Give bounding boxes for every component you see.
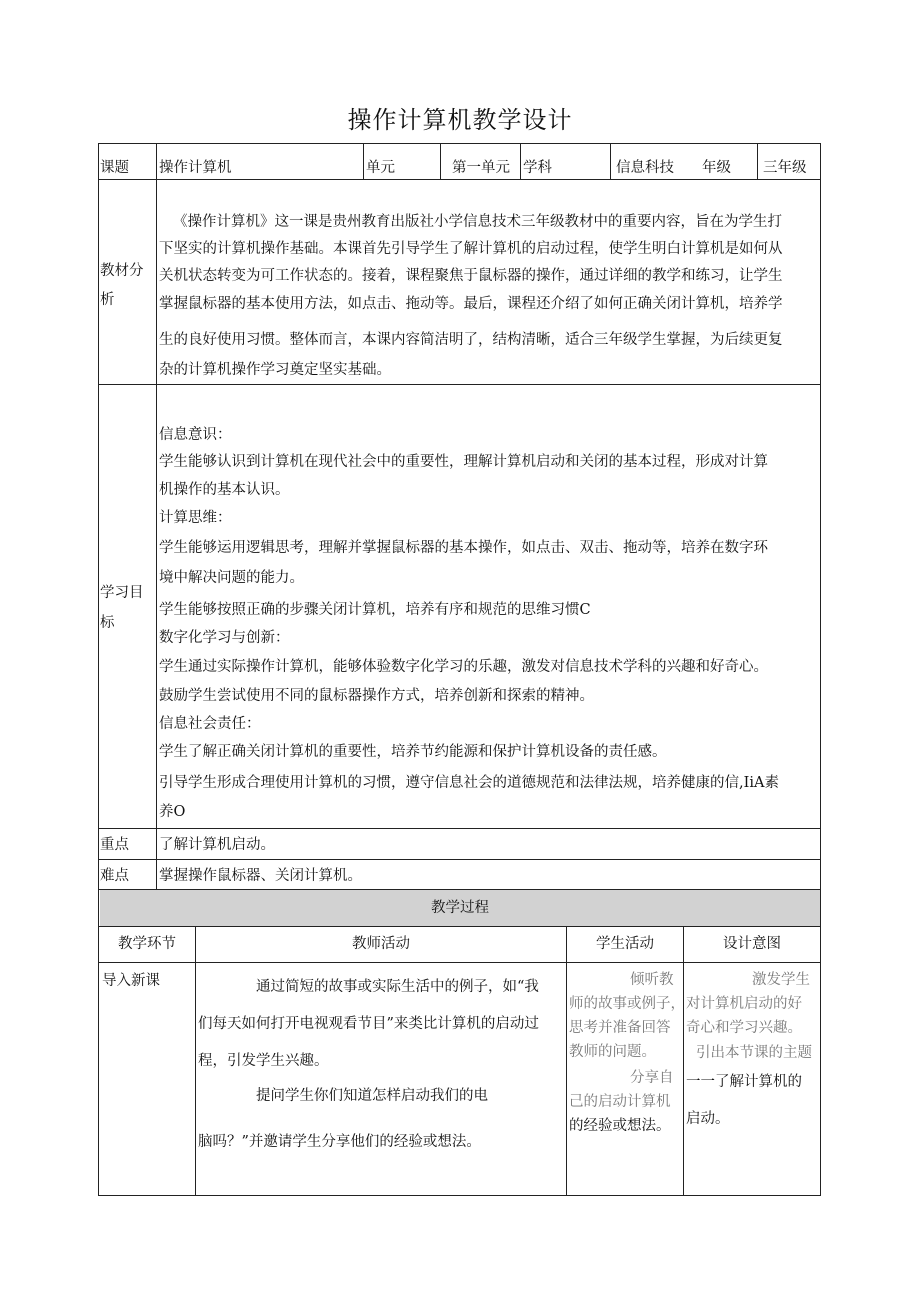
goal-line: 学生能够认识到计算机在现代社会中的重要性，理解计算机启动和关闭的基本过程，形成对计算 — [159, 454, 768, 470]
material-line: 《操作计算机》这一课是贵州教育出版社小学信息技术三年级教材中的重要内容，旨在为学生打 — [173, 214, 782, 230]
goal-line: 学生能够按照正确的步骤关闭计算机，培养有序和规范的思维习惯C — [159, 602, 591, 618]
goal-line: 境中解决问题的能力。 — [159, 570, 304, 586]
goals-label-line2: 标 — [100, 615, 115, 631]
student-line: 己的启动计算机 — [569, 1094, 671, 1110]
difficulty-label: 难点 — [100, 868, 129, 884]
student-line: 倾听教 — [630, 972, 674, 988]
goal-line: 引导学生形成合理使用计算机的习惯，遵守信息社会的道德规范和法律法规，培养健康的信,IiA素 — [159, 775, 779, 791]
grade-value: 三年级 — [763, 160, 807, 176]
material-line: 掌握鼠标器的基本使用方法，如点击、拖动等。最后，课程还介绍了如何正确关闭计算机，培养学 — [159, 296, 783, 312]
key-point-label: 重点 — [100, 837, 129, 853]
student-line: 分享自 — [630, 1070, 674, 1086]
student-line: 师的故事或例子， — [569, 996, 685, 1012]
process-banner: 教学过程 — [431, 900, 489, 916]
student-line: 的经验或想法。 — [569, 1118, 671, 1134]
intent-line: 启动。 — [686, 1111, 730, 1127]
goal-line: 数字化学习与创新： — [159, 630, 290, 646]
header-teacher: 教师活动 — [352, 936, 410, 952]
label-grade: 年级 — [702, 160, 731, 176]
unit-value: 第一单元 — [452, 160, 510, 176]
intent-line: 激发学生 — [752, 972, 810, 988]
material-line: 关机状态转变为可工作状态的。接着，课程聚焦于鼠标器的操作，通过详细的教学和练习，让学生 — [159, 268, 783, 284]
goal-line: 信息社会责任： — [159, 716, 261, 732]
difficulty-text: 掌握操作鼠标器、关闭计算机。 — [159, 868, 362, 884]
teacher-line: 们每天如何打开电视观看节目”来类比计算机的启动过 — [198, 1016, 539, 1032]
label-unit: 单元 — [366, 160, 395, 176]
header-student: 学生活动 — [596, 936, 654, 952]
material-line: 杂的计算机操作学习奠定坚实基础。 — [159, 362, 391, 378]
intent-line: 引出本节课的主题 — [696, 1045, 812, 1061]
material-label-line1: 教材分 — [100, 263, 144, 279]
stage-cell: 导入新课 — [102, 973, 160, 989]
intent-line: 对计算机启动的好 — [686, 996, 802, 1012]
student-line: 教师的问题。 — [569, 1044, 656, 1060]
subject-value: 操作计算机 — [159, 160, 232, 176]
page-title: 操作计算机教学设计 — [347, 106, 573, 134]
goal-line: 信息意识： — [159, 427, 232, 443]
label-subject: 课题 — [100, 160, 129, 176]
goal-line: 机操作的基本认识。 — [159, 482, 290, 498]
intent-line: 奇心和学习兴趣。 — [686, 1020, 802, 1036]
teacher-line: 通过简短的故事或实际生活中的例子，如“我 — [256, 979, 539, 995]
goal-line: 学生能够运用逻辑思考，理解并掌握鼠标器的基本操作，如点击、双击、拖动等，培养在数字环 — [159, 540, 768, 556]
goal-line: 学生了解正确关闭计算机的重要性，培养节约能源和保护计算机设备的责任感。 — [159, 744, 667, 760]
teacher-line: 脑吗？”并邀请学生分享他们的经验或想法。 — [198, 1134, 481, 1150]
teacher-line: 程，引发学生兴趣。 — [198, 1053, 329, 1069]
material-line: 下坚实的计算机操作基础。本课首先引导学生了解计算机的启动过程，使学生明白计算机是如何从 — [159, 241, 783, 257]
goal-line: 计算思维： — [159, 510, 232, 526]
goal-line: 鼓励学生尝试使用不同的鼠标器操作方式，培养创新和探索的精神。 — [159, 688, 594, 704]
material-label-line2: 析 — [100, 292, 115, 308]
goals-label-line1: 学习目 — [100, 585, 144, 601]
key-point-text: 了解计算机启动。 — [159, 837, 275, 853]
material-line: 生的良好使用习惯。整体而言，本课内容简洁明了，结构清晰，适合三年级学生掌握，为后续更复 — [159, 332, 783, 348]
intent-line: 一一了解计算机的 — [686, 1074, 802, 1090]
student-line: 思考并准备回答 — [569, 1020, 671, 1036]
discipline-value: 信息科技 — [616, 160, 674, 176]
teacher-line: 提问学生你们知道怎样启动我们的电 — [256, 1088, 488, 1104]
goal-line: 养O — [159, 804, 186, 820]
label-discipline: 学科 — [523, 160, 552, 176]
header-stage: 教学环节 — [118, 936, 176, 952]
goal-line: 学生通过实际操作计算机，能够体验数字化学习的乐趣，激发对信息技术学科的兴趣和好奇心。 — [159, 659, 768, 675]
header-intent: 设计意图 — [723, 936, 781, 952]
